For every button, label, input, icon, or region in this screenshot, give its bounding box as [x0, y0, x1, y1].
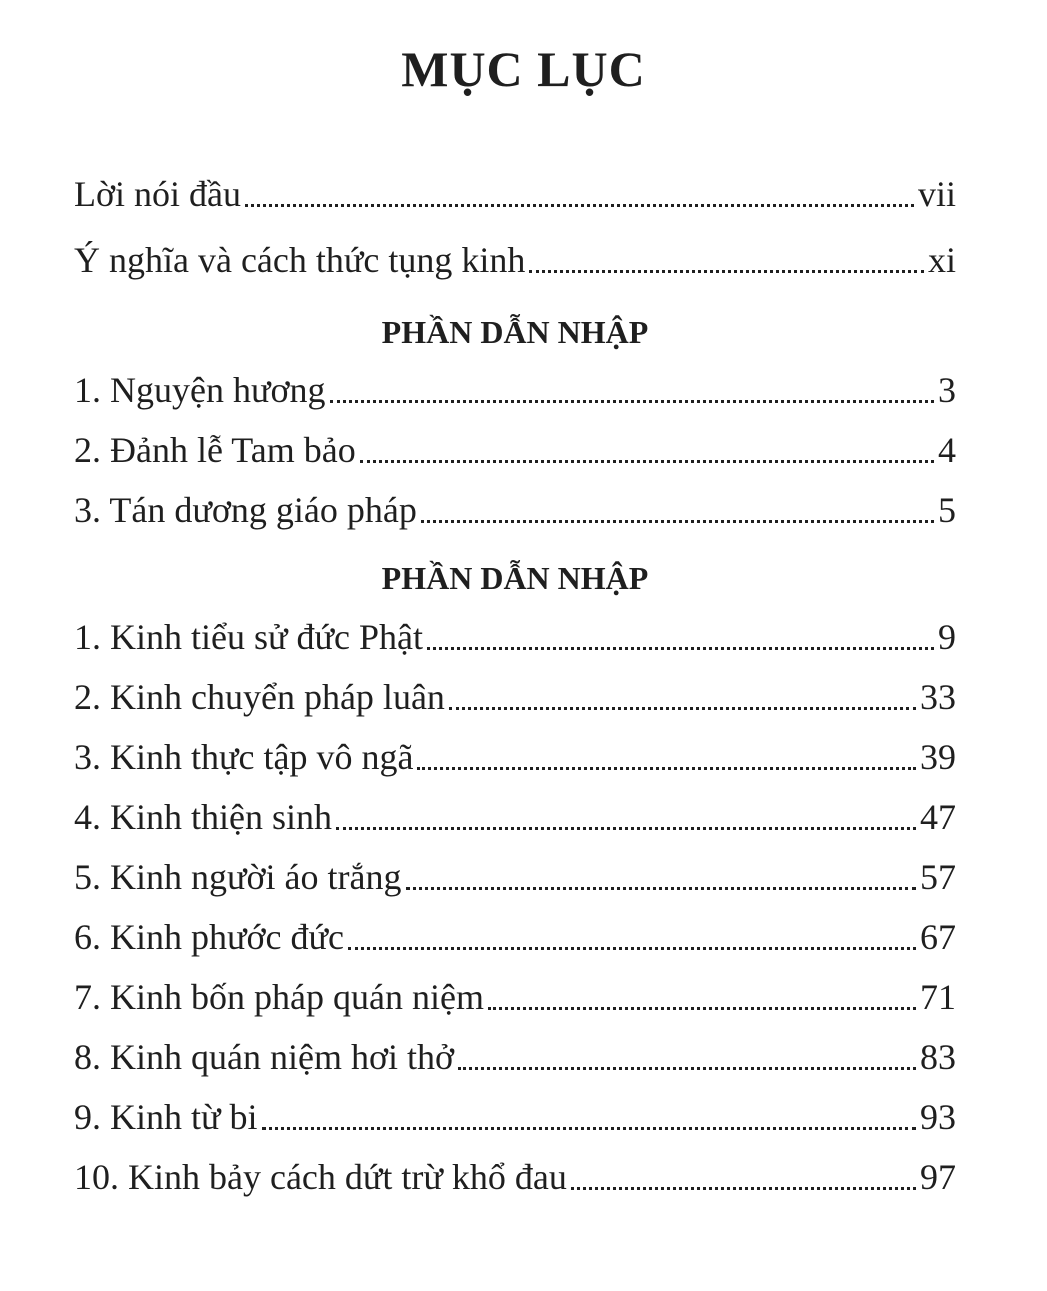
toc-entry-page: 4	[938, 430, 956, 470]
dot-leader	[262, 1127, 916, 1130]
toc-entry-page: 71	[920, 977, 956, 1017]
toc-entry-page: 57	[920, 857, 956, 897]
toc-entry-page: 67	[920, 917, 956, 957]
toc-entry-page: 5	[938, 490, 956, 530]
toc-entry-label: 5. Kinh người áo trắng	[74, 857, 402, 897]
toc-entry-chanting-guide[interactable]	[74, 238, 956, 282]
toc-entry[interactable]	[74, 368, 956, 412]
toc-entry-label: Ý nghĩa và cách thức tụng kinh	[74, 240, 526, 280]
table-of-contents	[74, 0, 956, 1291]
toc-entry[interactable]	[74, 975, 956, 1019]
toc-entry-page: 47	[920, 797, 956, 837]
dot-leader	[417, 767, 916, 770]
toc-entry-label: 8. Kinh quán niệm hơi thở	[74, 1037, 455, 1077]
dot-leader	[330, 400, 934, 403]
section-heading: PHẦN DẪN NHẬP	[381, 314, 649, 350]
toc-entry-page: 39	[920, 737, 956, 777]
dot-leader	[406, 887, 917, 890]
toc-entry-page: xi	[927, 240, 956, 280]
toc-entry[interactable]	[74, 1155, 956, 1199]
toc-entry-label: 3. Tán dương giáo pháp	[74, 490, 417, 530]
toc-entry-page: 33	[920, 677, 956, 717]
toc-entry-label: 2. Kinh chuyển pháp luân	[74, 677, 445, 717]
toc-entry[interactable]	[74, 428, 956, 472]
toc-entry-page: 3	[938, 370, 956, 410]
toc-entry-label: 4. Kinh thiện sinh	[74, 797, 332, 837]
toc-entry-label: 6. Kinh phước đức	[74, 917, 345, 957]
dot-leader	[348, 947, 916, 950]
dot-leader	[488, 1007, 916, 1010]
toc-entry-label: 2. Đảnh lễ Tam bảo	[74, 430, 356, 470]
dot-leader	[529, 270, 924, 273]
toc-entry[interactable]	[74, 735, 956, 779]
toc-entry[interactable]	[74, 675, 956, 719]
dot-leader	[458, 1067, 916, 1070]
dot-leader	[571, 1187, 916, 1190]
toc-entry-page: 9	[938, 617, 956, 657]
dot-leader	[360, 460, 934, 463]
dot-leader	[245, 204, 914, 207]
toc-entry[interactable]	[74, 615, 956, 659]
toc-entry-page: 97	[920, 1157, 956, 1197]
toc-entry[interactable]	[74, 1095, 956, 1139]
toc-entry-label: 3. Kinh thực tập vô ngã	[74, 737, 414, 777]
toc-entry-label: 9. Kinh từ bi	[74, 1097, 258, 1137]
toc-entry-label: Lời nói đầu	[74, 174, 242, 214]
toc-entry-label: 1. Nguyện hương	[74, 370, 326, 410]
page-title: MỤC LỤC	[401, 41, 646, 97]
toc-entry-page: vii	[917, 174, 956, 214]
toc-entry[interactable]	[74, 1035, 956, 1079]
section-heading: PHẦN DẪN NHẬP	[381, 560, 649, 596]
toc-entry-label: 7. Kinh bốn pháp quán niệm	[74, 977, 484, 1017]
dot-leader	[421, 520, 934, 523]
toc-entry[interactable]	[74, 795, 956, 839]
dot-leader	[449, 707, 916, 710]
toc-entry[interactable]	[74, 915, 956, 959]
toc-entry-label: 10. Kinh bảy cách dứt trừ khổ đau	[74, 1157, 567, 1197]
toc-entry[interactable]	[74, 488, 956, 532]
dot-leader	[427, 647, 934, 650]
toc-entry[interactable]	[74, 855, 956, 899]
toc-entry-page: 93	[920, 1097, 956, 1137]
toc-entry-preface[interactable]	[74, 172, 956, 216]
toc-entry-page: 83	[920, 1037, 956, 1077]
toc-entry-label: 1. Kinh tiểu sử đức Phật	[74, 617, 423, 657]
dot-leader	[336, 827, 916, 830]
